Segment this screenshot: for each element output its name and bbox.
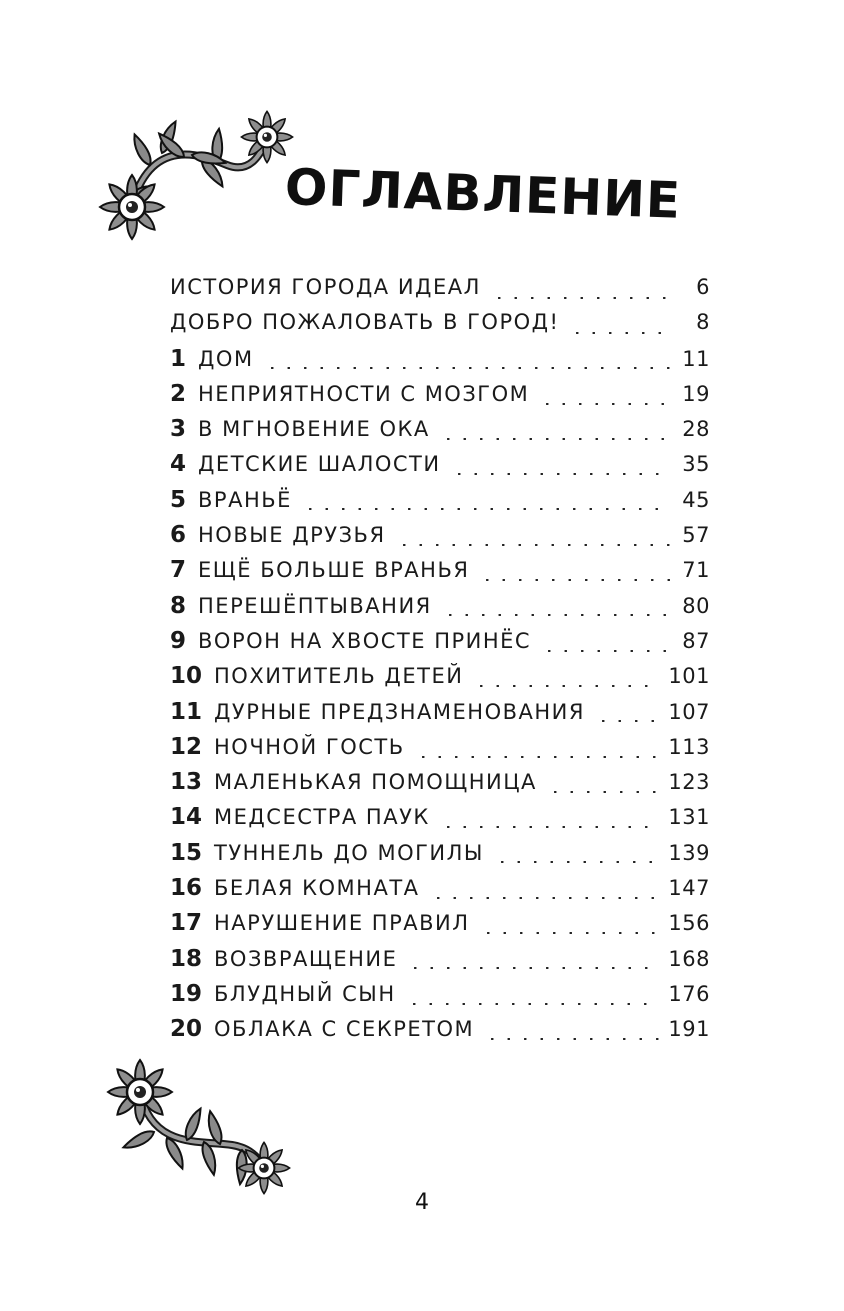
chapter-title: НОЧНОЙ ГОСТЬ (214, 734, 405, 759)
toc-entry (170, 628, 710, 663)
chapter-number: 2 (170, 380, 187, 407)
chapter-title: В МГНОВЕНИЕ ОКА (198, 417, 430, 442)
toc-entry (170, 663, 710, 698)
chapter-number: 7 (170, 557, 187, 584)
chapter-page-number: 8 (696, 310, 710, 335)
chapter-page-number: 139 (668, 840, 710, 865)
chapter-page-number: 101 (668, 664, 710, 689)
chapter-number: 16 (170, 875, 203, 902)
chapter-page-number: 11 (682, 346, 710, 371)
chapter-title: ДОБРО ПОЖАЛОВАТЬ В ГОРОД! (170, 310, 560, 335)
chapter-page-number: 147 (668, 876, 710, 901)
toc-entry (170, 840, 710, 875)
dot-leader (480, 932, 661, 934)
chapter-page-number: 113 (668, 734, 710, 759)
dot-leader (396, 544, 670, 546)
chapter-title: МАЛЕНЬКАЯ ПОМОЩНИЦА (214, 770, 537, 795)
chapter-title: ДЕТСКИЕ ШАЛОСТИ (198, 452, 441, 477)
toc-entry (170, 946, 710, 981)
toc-entry (170, 522, 710, 557)
page-title: ОГЛАВЛЕНИЕ (283, 158, 683, 230)
dot-leader (547, 791, 661, 793)
chapter-number: 12 (170, 733, 203, 760)
chapter-title: БЛУДНЫЙ СЫН (214, 981, 396, 1006)
table-of-contents (170, 275, 710, 1052)
chapter-number: 8 (170, 592, 187, 619)
toc-entry (170, 416, 710, 451)
chapter-page-number: 123 (668, 770, 710, 795)
chapter-page-number: 57 (682, 523, 710, 548)
toc-entry (170, 275, 710, 310)
chapter-title: НЕПРИЯТНОСТИ С МОЗГОМ (198, 381, 530, 406)
toc-entry (170, 875, 710, 910)
dot-leader (442, 614, 670, 616)
chapter-title: ПЕРЕШЁПТЫВАНИЯ (198, 593, 432, 618)
chapter-page-number: 71 (682, 558, 710, 583)
chapter-title: НОВЫЕ ДРУЗЬЯ (198, 523, 386, 548)
dot-leader (479, 579, 670, 581)
chapter-page-number: 6 (696, 275, 710, 299)
chapter-page-number: 131 (668, 805, 710, 830)
chapter-page-number: 176 (668, 981, 710, 1006)
chapter-number: 14 (170, 804, 203, 831)
toc-entry (170, 310, 710, 345)
toc-entry (170, 804, 710, 839)
dot-leader (430, 897, 661, 899)
chapter-number: 1 (170, 345, 187, 372)
dot-leader (407, 967, 660, 969)
dot-leader (302, 508, 670, 510)
dot-leader (264, 367, 670, 369)
chapter-page-number: 107 (668, 699, 710, 724)
dot-leader (440, 826, 661, 828)
dot-leader (440, 438, 670, 440)
dot-leader (406, 1003, 661, 1005)
dot-leader (569, 332, 670, 334)
toc-entry (170, 557, 710, 592)
chapter-number: 11 (170, 698, 203, 725)
eyeball-flower-vine-icon (92, 1020, 312, 1195)
chapter-number: 19 (170, 980, 203, 1007)
dot-leader (541, 650, 670, 652)
chapter-title: ВРАНЬЁ (198, 487, 292, 512)
toc-entry (170, 593, 710, 628)
toc-entry (170, 487, 710, 522)
chapter-title: ПОХИТИТЕЛЬ ДЕТЕЙ (214, 664, 464, 689)
chapter-page-number: 45 (682, 487, 710, 512)
chapter-title: БЕЛАЯ КОМНАТА (214, 876, 420, 901)
chapter-title: ВОРОН НА ХВОСТЕ ПРИНЁС (198, 628, 532, 653)
chapter-number: 4 (170, 451, 187, 478)
chapter-number: 5 (170, 486, 187, 513)
chapter-page-number: 168 (668, 946, 710, 971)
chapter-number: 17 (170, 910, 203, 937)
chapter-title: ЕЩЁ БОЛЬШЕ ВРАНЬЯ (198, 558, 470, 583)
chapter-page-number: 87 (682, 628, 710, 653)
chapter-title: НАРУШЕНИЕ ПРАВИЛ (214, 911, 470, 936)
toc-entry (170, 910, 710, 945)
toc-entry (170, 381, 710, 416)
chapter-title: ИСТОРИЯ ГОРОДА ИДЕАЛ (170, 275, 481, 299)
chapter-number: 15 (170, 839, 203, 866)
chapter-number: 9 (170, 627, 187, 654)
chapter-page-number: 28 (682, 417, 710, 442)
chapter-number: 10 (170, 663, 203, 690)
dot-leader (539, 403, 670, 405)
chapter-title: МЕДСЕСТРА ПАУК (214, 805, 430, 830)
dot-leader (451, 473, 670, 475)
chapter-title: ВОЗВРАЩЕНИЕ (214, 946, 398, 971)
chapter-title: ДОМ (198, 346, 254, 371)
chapter-number: 20 (170, 1016, 203, 1043)
chapter-number: 18 (170, 945, 203, 972)
chapter-number: 13 (170, 769, 203, 796)
eyeball-flower-vine-icon (92, 95, 312, 265)
toc-entry (170, 451, 710, 486)
toc-entry (170, 734, 710, 769)
chapter-title: ОБЛАКА С СЕКРЕТОМ (214, 1017, 475, 1042)
chapter-page-number: 156 (668, 911, 710, 936)
chapter-page-number: 191 (668, 1017, 710, 1042)
chapter-number: 3 (170, 416, 187, 443)
dot-leader (473, 685, 660, 687)
chapter-page-number: 19 (682, 381, 710, 406)
chapter-page-number: 80 (682, 593, 710, 618)
dot-leader (595, 720, 660, 722)
toc-entry (170, 981, 710, 1016)
toc-entry (170, 346, 710, 381)
dot-leader (484, 1038, 660, 1040)
page-number: 4 (415, 1190, 429, 1215)
toc-entry (170, 699, 710, 734)
dot-leader (491, 297, 670, 299)
dot-leader (494, 861, 660, 863)
dot-leader (415, 756, 661, 758)
chapter-title: ТУННЕЛЬ ДО МОГИЛЫ (214, 840, 484, 865)
chapter-title: ДУРНЫЕ ПРЕДЗНАМЕНОВАНИЯ (214, 699, 585, 724)
toc-entry (170, 769, 710, 804)
chapter-page-number: 35 (682, 452, 710, 477)
chapter-number: 6 (170, 522, 187, 549)
